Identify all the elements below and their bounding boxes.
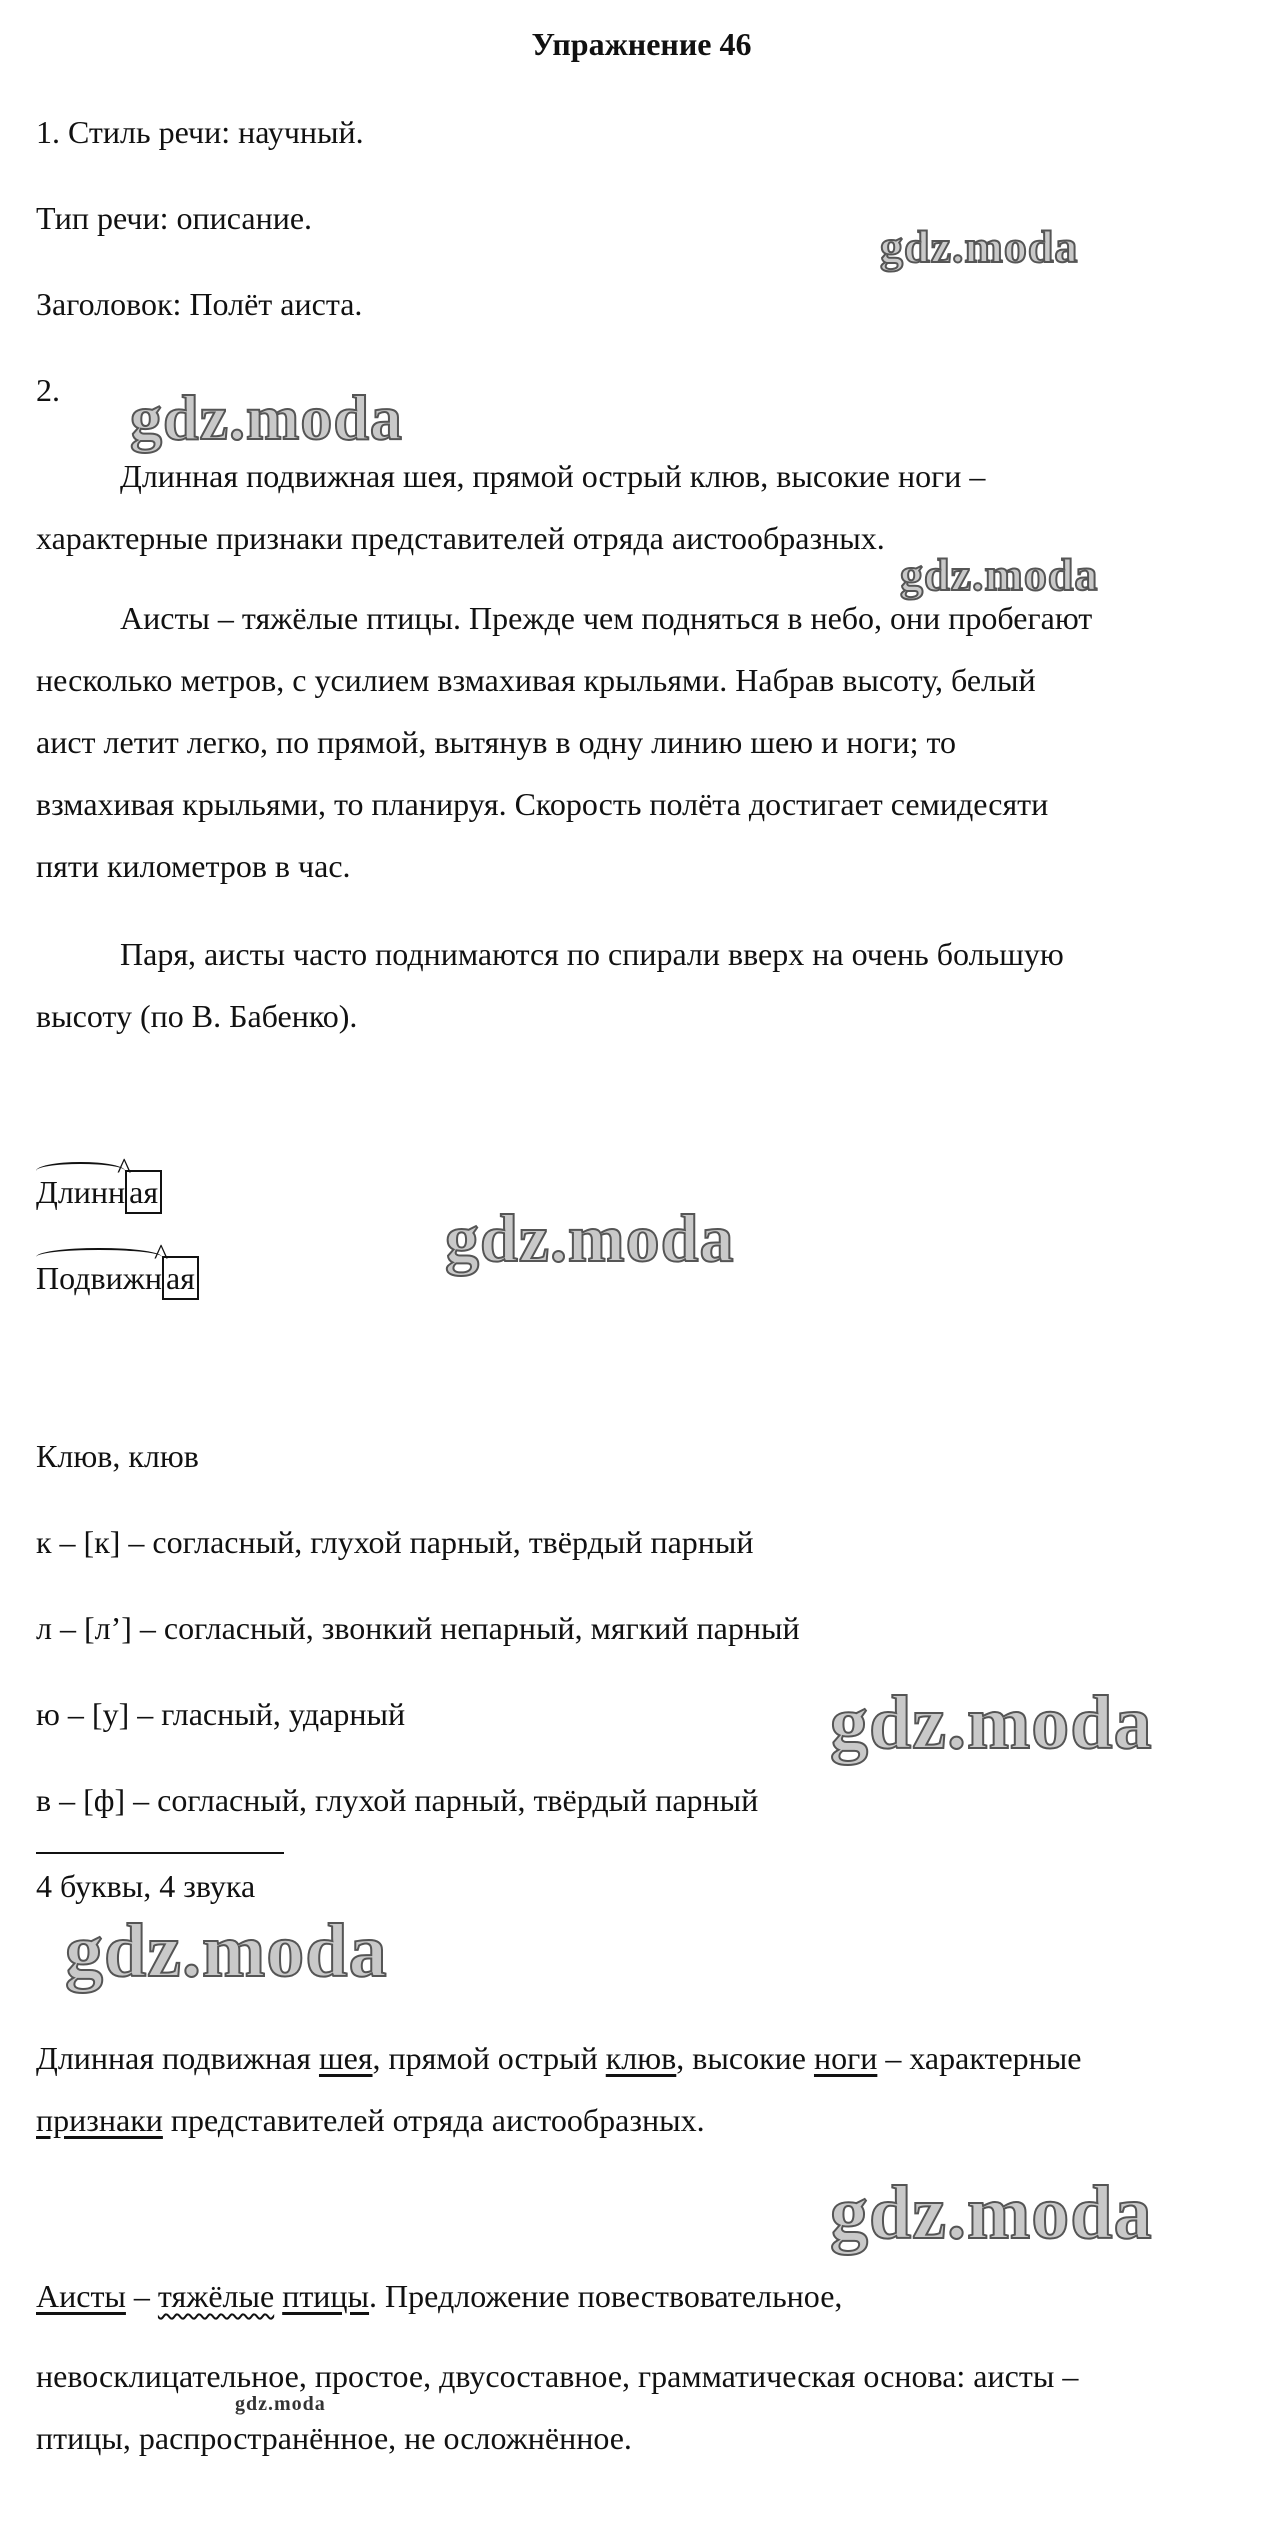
phonetic-row: л – [л’] – согласный, звонкий непарный, мягкий парный [36, 1610, 800, 1646]
page-title: Упражнение 46 [531, 26, 752, 62]
watermark: gdz.moda [65, 1909, 388, 1993]
text-fragment: , высокие [676, 2040, 814, 2076]
text-fragment: , прямой острый [372, 2040, 606, 2076]
text-fragment: . Предложение повествовательное, [369, 2278, 843, 2314]
parse-line [36, 2100, 705, 2140]
watermark: gdz.moda [445, 1200, 735, 1276]
ending-mark: ая ^ [162, 1256, 199, 1300]
text-line: взмахивая крыльями, то планируя. Скорость полёта достигает семидесяти [36, 786, 1049, 822]
parse-line [36, 2276, 842, 2316]
predicate-word: птицы [282, 2278, 370, 2314]
subject-word: клюв [605, 2040, 677, 2076]
text-fragment: представителей отряда аистообразных. [162, 2102, 705, 2138]
ending-mark: ая ^ [125, 1170, 162, 1214]
parse-line [36, 2038, 1081, 2078]
phonetic-summary: 4 буквы, 4 звука [36, 1868, 256, 1904]
phonetic-row: ю – [у] – гласный, ударный [36, 1696, 406, 1732]
text-line: Аисты – тяжёлые птицы. Прежде чем подняться в небо, они пробегают [120, 600, 1093, 636]
subject-word: ноги [813, 2040, 878, 2076]
morpheme-word-1 [36, 1170, 162, 1214]
parse-line: птицы, распространённое, не осложнённое. [36, 2420, 632, 2456]
subject-word: Аисты [36, 2278, 126, 2314]
text-fragment: – [125, 2278, 158, 2314]
subject-word: шея [318, 2040, 373, 2076]
text-line: характерные признаки представителей отряда аистообразных. [36, 520, 885, 556]
root-mark: Подвижн [36, 1260, 162, 1296]
text-line: Длинная подвижная шея, прямой острый клюв, высокие ноги – [120, 458, 986, 494]
text-line: несколько метров, с усилием взмахивая крыльями. Набрав высоту, белый [36, 662, 1036, 698]
text-fragment: Длинная подвижная [36, 2040, 319, 2076]
text-fragment: – характерные [877, 2040, 1082, 2076]
watermark: gdz.moda [830, 1681, 1153, 1765]
text-line: пяти километров в час. [36, 848, 351, 884]
speech-style: 1. Стиль речи: научный. [36, 114, 364, 150]
text-heading: Заголовок: Полёт аиста. [36, 286, 363, 322]
watermark: gdz.moda [880, 221, 1079, 272]
phonetic-row: в – [ф] – согласный, глухой парный, твёрдый парный [36, 1782, 759, 1818]
watermark: gdz.moda [235, 2393, 326, 2415]
text-line: Паря, аисты часто поднимаются по спирали вверх на очень большую [120, 936, 1064, 972]
speech-type: Тип речи: описание. [36, 200, 313, 236]
parse-line: невосклицательное, простое, двусоставное, грамматическая основа: аисты – [36, 2358, 1079, 2394]
phonetic-word: Клюв, клюв [36, 1438, 199, 1474]
text-fragment [274, 2278, 282, 2314]
morpheme-word-2 [36, 1256, 199, 1300]
watermark: gdz.moda [130, 382, 403, 453]
watermark: gdz.moda [830, 2171, 1153, 2255]
phonetic-row: к – [к] – согласный, глухой парный, твёрдый парный [36, 1524, 754, 1560]
summary-rule [36, 1852, 284, 1854]
part2-label: 2. [36, 372, 60, 408]
root-mark: Длинн [36, 1174, 126, 1210]
predicate-word: признаки [36, 2102, 163, 2138]
modifier-word: тяжёлые [157, 2278, 275, 2314]
text-line: высоту (по В. Бабенко). [36, 998, 358, 1034]
text-line: аист летит легко, по прямой, вытянув в одну линию шею и ноги; то [36, 724, 957, 760]
watermark: gdz.moda [900, 549, 1099, 600]
